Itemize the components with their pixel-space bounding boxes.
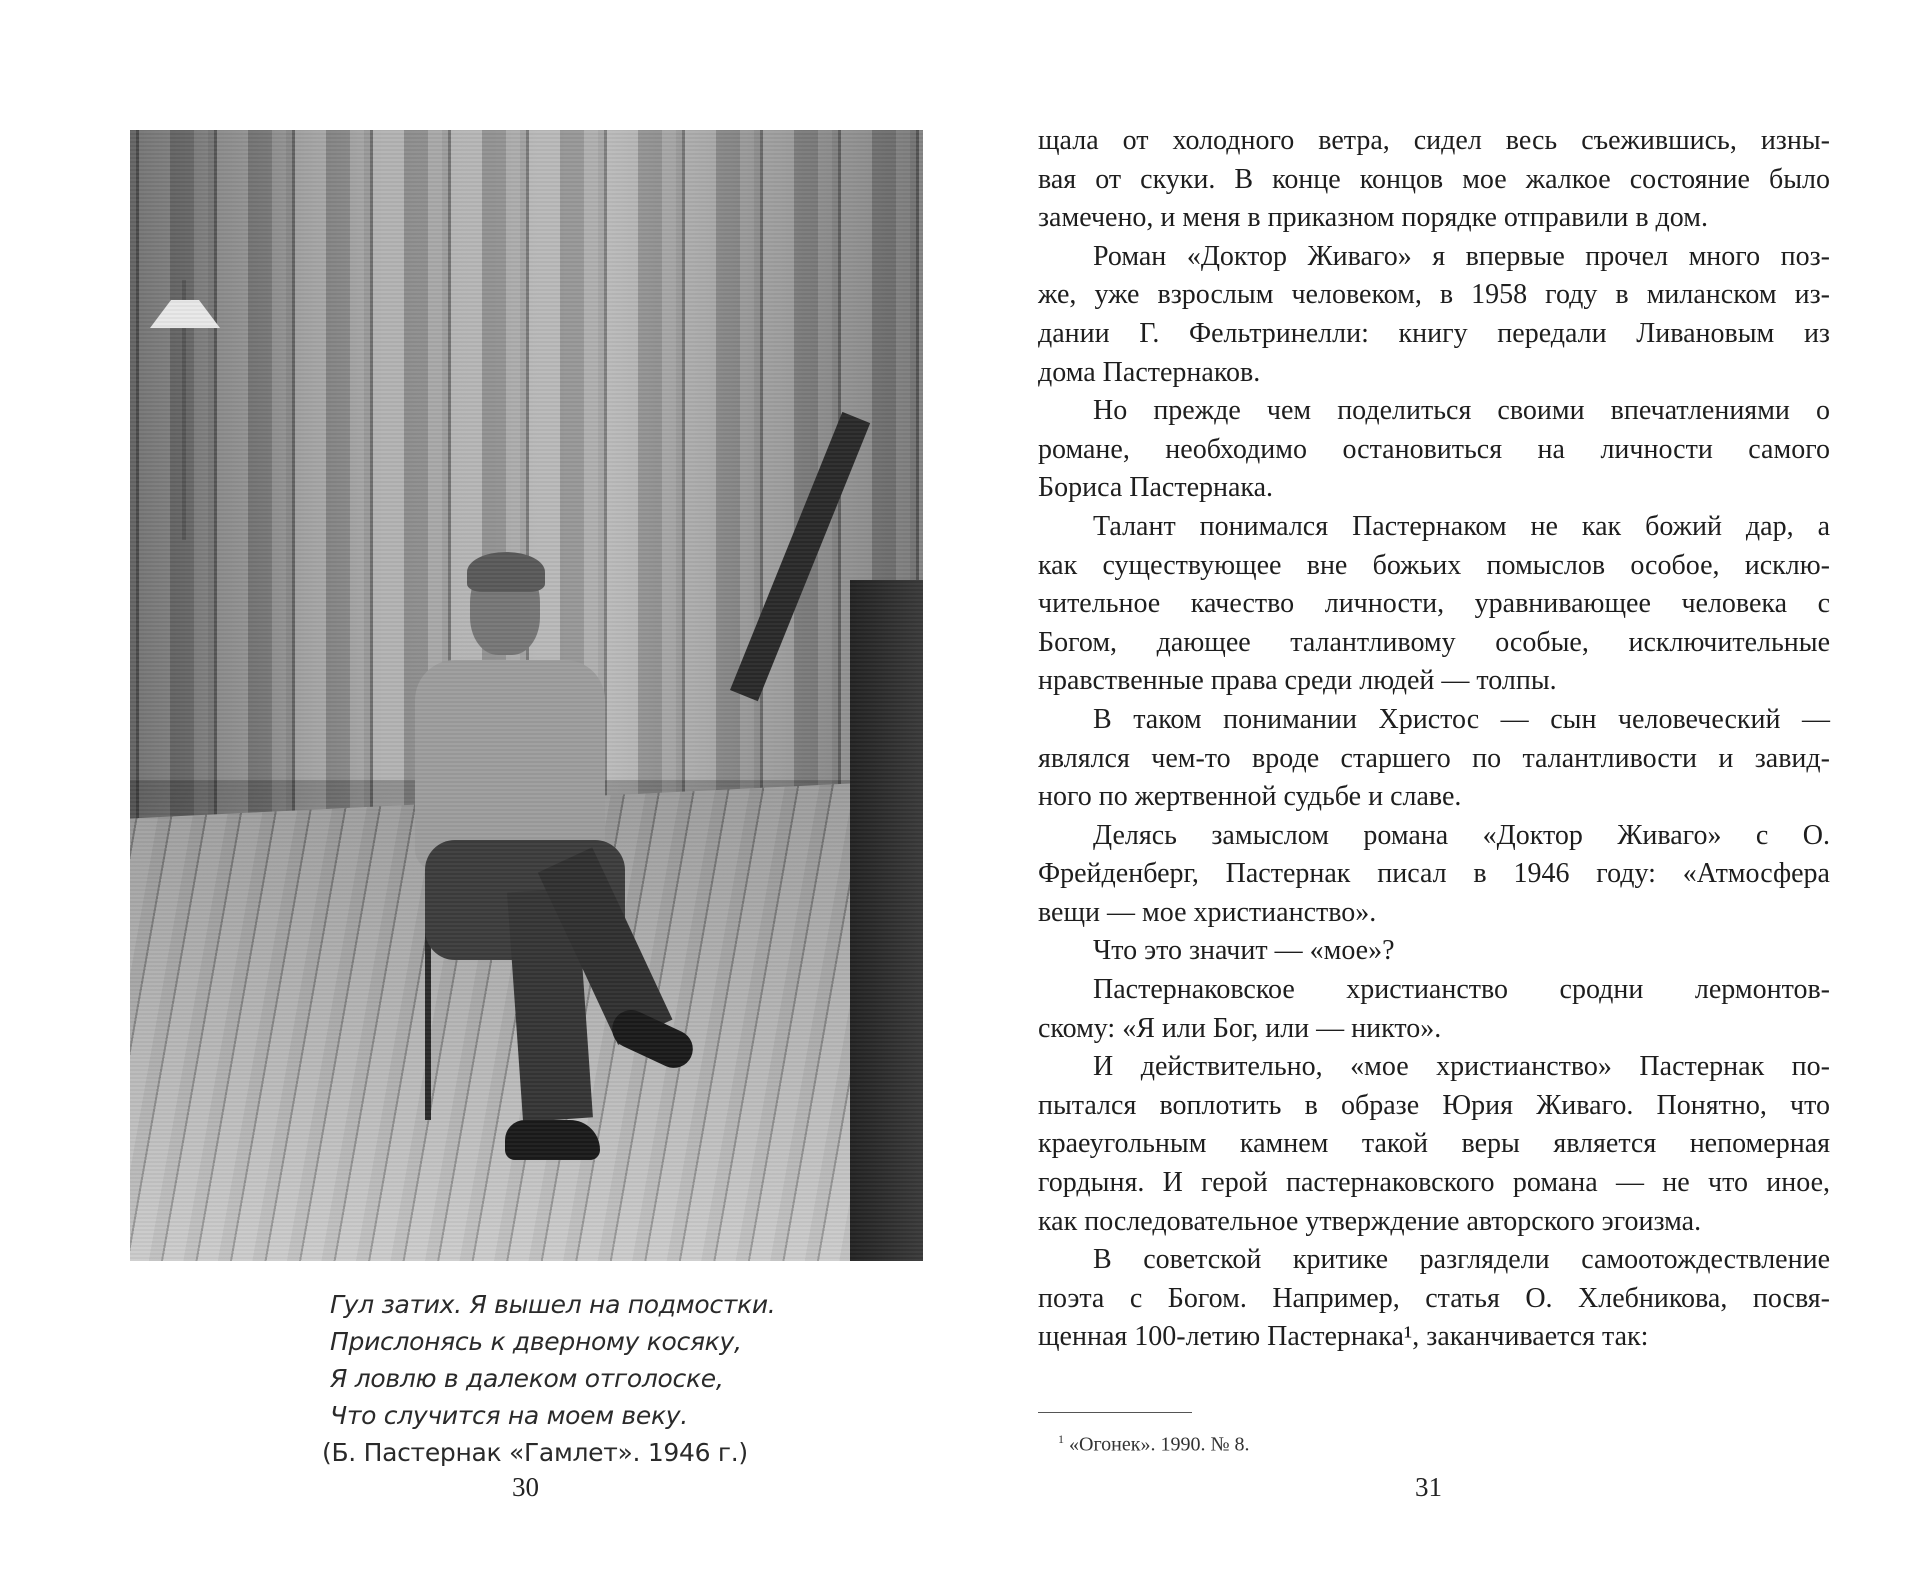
text-line: вещи — мое христианство».: [1038, 896, 1377, 928]
text-line: Что это значит — «мое»?: [1093, 935, 1395, 967]
text-line: являлся чем-то вроде старшего по талантливости и завид-: [1038, 742, 1830, 774]
text-line: как существующее вне божьих помыслов особое, исклю-: [1038, 549, 1830, 581]
page-number-left: 30: [512, 1472, 539, 1502]
text-line: Богом, дающее талантливому особые, исключительные: [1038, 626, 1830, 658]
text-line: Пастернаковское христианство сродни лермонтов-: [1093, 974, 1830, 1006]
text-line: пытался воплотить в образе Юрия Живаго. Понятно, что: [1038, 1089, 1830, 1121]
caption-line: Гул затих. Я вышел на подмостки.: [330, 1290, 776, 1319]
body-text: [1038, 122, 1830, 1357]
text-line: вая от скуки. В конце концов мое жалкое состояние было: [1038, 163, 1830, 195]
text-line: краеугольным камнем такой веры является непомерная: [1038, 1128, 1830, 1160]
footnote: [1058, 1432, 1250, 1457]
page-number-right: 31: [1415, 1472, 1442, 1502]
photo-caption: [322, 1286, 776, 1471]
text-line: В таком понимании Христос — сын человеческий —: [1093, 703, 1830, 735]
text-line: чительное качество личности, уравнивающее человека с: [1038, 588, 1830, 620]
text-line: Делясь замыслом романа «Доктор Живаго» с О.: [1093, 819, 1830, 851]
text-line: ного по жертвенной судьбе и славе.: [1038, 781, 1462, 813]
text-line: как последовательное утверждение авторского эгоизма.: [1038, 1205, 1702, 1237]
text-line: щала от холодного ветра, сидел весь съежившись, изны-: [1038, 125, 1830, 156]
text-line: В советской критике разглядели самоотождествление: [1093, 1244, 1830, 1276]
caption-line: Я ловлю в далеком отголоске,: [330, 1364, 724, 1393]
text-line: Фрейденберг, Пастернак писал в 1946 году: «Атмосфера: [1038, 858, 1830, 890]
text-line: дома Пастернаков.: [1038, 356, 1261, 388]
caption-line: Что случится на моем веку.: [330, 1401, 688, 1430]
text-line: Талант понимался Пастернаком не как божий дар, а: [1093, 510, 1830, 542]
footnote-text: «Огонек». 1990. № 8.: [1069, 1433, 1250, 1456]
footnote-divider: [1038, 1412, 1192, 1413]
caption-line: Прислонясь к дверному косяку,: [330, 1327, 742, 1356]
text-line: скому: «Я или Бог, или — никто».: [1038, 1012, 1442, 1044]
text-line: дании Г. Фельтринелли: книгу передали Ливановым из: [1038, 317, 1830, 349]
text-line: Бориса Пастернака.: [1038, 472, 1274, 504]
text-line: гордыня. И герой пастернаковского романа — не что иное,: [1038, 1167, 1830, 1199]
caption-attribution: (Б. Пастернак «Гамлет». 1946 г.): [322, 1438, 748, 1467]
text-line: поэта с Богом. Например, статья О. Хлебникова, посвя-: [1038, 1282, 1830, 1314]
film-grain: [130, 130, 923, 1261]
text-line: И действительно, «мое христианство» Пастернак по-: [1093, 1051, 1830, 1083]
photograph: [130, 130, 923, 1261]
text-line: щенная 100-летию Пастернака¹, заканчивается так:: [1038, 1321, 1649, 1353]
text-line: нравственные права среди людей — толпы.: [1038, 665, 1557, 697]
text-line: же, уже взрослым человеком, в 1958 году в миланском из-: [1038, 279, 1830, 311]
footnote-mark: 1: [1058, 1432, 1064, 1446]
text-line: романе, необходимо остановиться на личности самого: [1038, 433, 1830, 465]
text-line: Но прежде чем поделиться своими впечатлениями о: [1093, 395, 1830, 427]
text-line: замечено, и меня в приказном порядке отправили в дом.: [1038, 202, 1708, 234]
text-line: Роман «Доктор Живаго» я впервые прочел много поз-: [1093, 240, 1830, 272]
